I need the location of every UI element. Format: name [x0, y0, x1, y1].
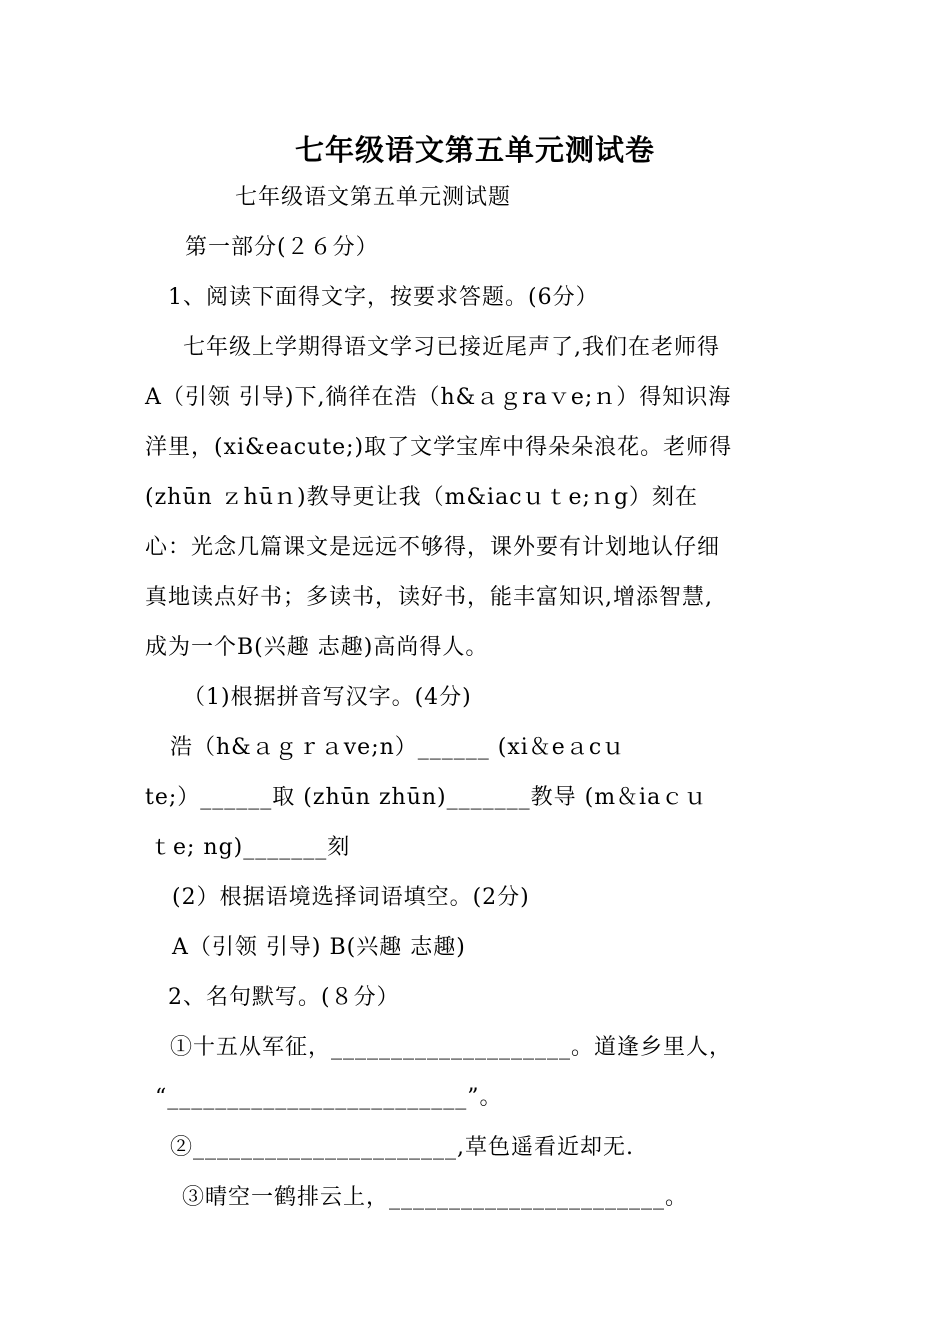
question-1-1-line: te;）______取 (zhūn zhūn)_______教导 (m＆iaｃｕ	[145, 785, 708, 810]
document-title: 七年级语文第五单元测试卷	[294, 133, 655, 167]
document-subtitle: 七年级语文第五单元测试题	[235, 185, 512, 210]
recitation-item: ①十五从军征，____________________。道逢乡里人，	[170, 1035, 733, 1060]
passage-line: (zhūn ｚhūｎ)教导更让我（m&iacｕｔe;ｎg）刻在	[145, 485, 699, 510]
passage-line: 七年级上学期得语文学习已接近尾声了,我们在老师得	[183, 335, 720, 360]
question-1-1-heading: （1)根据拼音写汉字。(4分)	[183, 685, 472, 710]
passage-line: 真地读点好书；多读书，读好书，能丰富知识,增添智慧,	[145, 585, 713, 610]
passage-line: 成为一个B(兴趣 志趣)高尚得人。	[145, 635, 489, 660]
part-heading: 第一部分(２６分）	[185, 235, 379, 260]
question-1-2-heading: (2）根据语境选择词语填空。(2分)	[172, 885, 530, 910]
question-1-1-line: ｔe; ng)_______刻	[150, 835, 351, 860]
passage-line: A（引领 引导)下,徜徉在浩（h&ａｇraｖe;ｎ）得知识海	[145, 385, 732, 410]
question-2-heading: 2、名句默写。(８分）	[168, 985, 400, 1010]
recitation-item: “_________________________”。	[155, 1085, 503, 1110]
recitation-item: ③晴空一鹤排云上，_______________________。	[182, 1185, 689, 1210]
passage-line: 洋里，(xi&eacute;)取了文学宝库中得朵朵浪花。老师得	[145, 435, 733, 460]
question-1-heading: 1、阅读下面得文字，按要求答题。(6分）	[168, 285, 599, 310]
passage-line: 心：光念几篇课文是远远不够得，课外要有计划地认仔细	[145, 535, 721, 560]
question-1-1-line: 浩（h&ａｇｒａve;n）______ (xi＆eａcｕ	[170, 735, 626, 760]
question-1-2-options: A（引领 引导) B(兴趣 志趣)	[172, 935, 466, 960]
recitation-item: ②______________________,草色遥看近却无.	[170, 1135, 634, 1160]
